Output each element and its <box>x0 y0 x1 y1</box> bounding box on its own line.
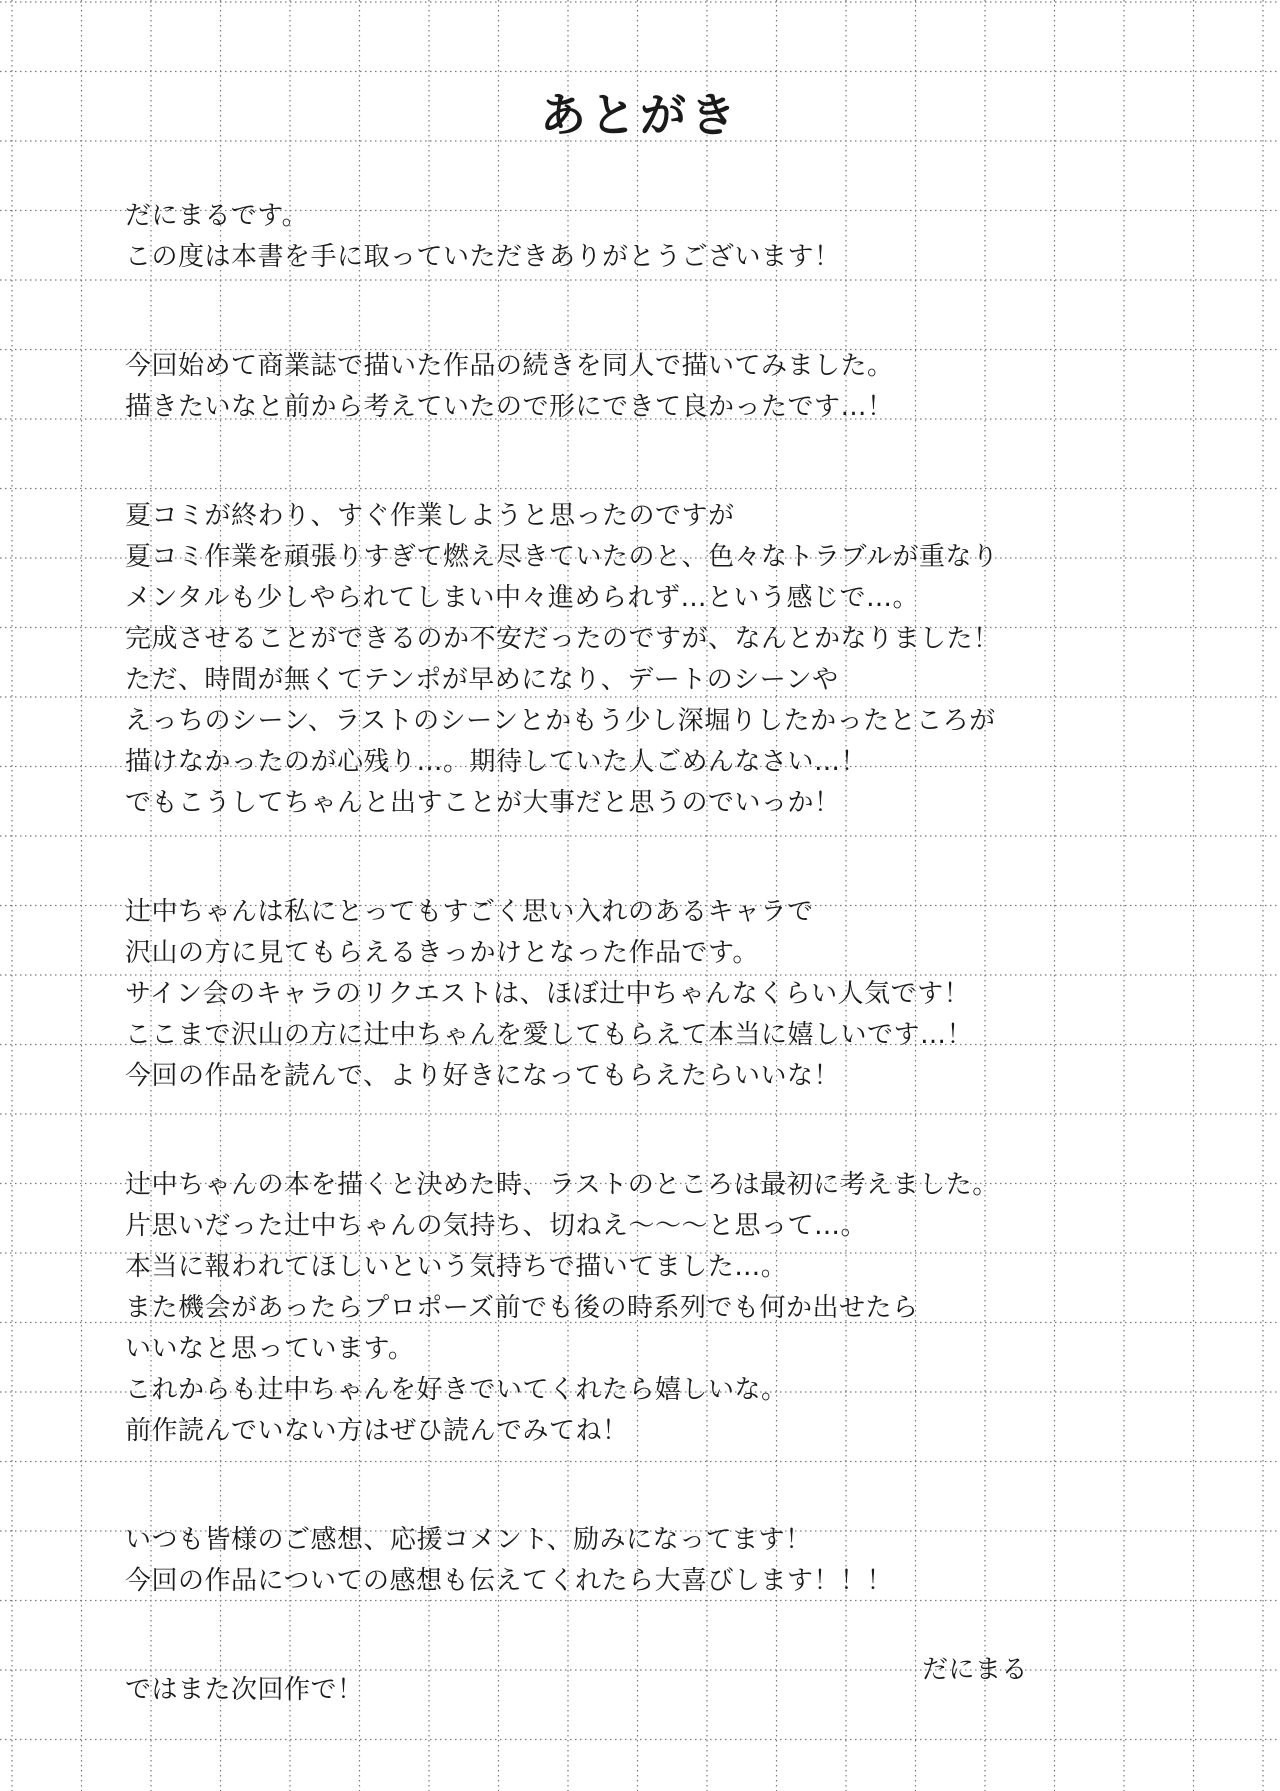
text-line: 夏コミ作業を頑張りすぎて燃え尽きていたのと、色々なトラブルが重なり <box>125 542 999 572</box>
text-line: でもこうしてちゃんと出すことが大事だと思うのでいっか！ <box>125 788 841 818</box>
text-line: 描きたいなと前から考えていたので形にできて良かったです…！ <box>125 392 894 422</box>
text-line: だにまるです。 <box>125 201 309 231</box>
text-line: 辻中ちゃんの本を描くと決めた時、ラストのところは最初に考えました。 <box>125 1170 999 1200</box>
text-line: 描けなかったのが心残り…。期待していた人ごめんなさい…！ <box>125 747 868 777</box>
text-line: 今回始めて商業誌で描いた作品の続きを同人で描いてみました。 <box>125 351 894 381</box>
text-line: ただ、時間が無くてテンポが早めになり、デートのシーンや <box>125 665 839 695</box>
text-line: ここまで沢山の方に辻中ちゃんを愛してもらえて本当に嬉しいです…！ <box>125 1020 974 1050</box>
text-line: いいなと思っています。 <box>125 1334 415 1364</box>
text-line: 今回の作品についての感想も伝えてくれたら大喜びします！！！ <box>125 1566 893 1596</box>
page-title: あとがき <box>540 88 740 142</box>
text-line: これからも辻中ちゃんを好きでいてくれたら嬉しいな。 <box>125 1375 788 1405</box>
paragraph <box>125 1520 1125 1602</box>
text-line: また機会があったらプロポーズ前でも後の時系列でも何か出せたら <box>125 1293 919 1323</box>
text-line: 辻中ちゃんは私にとってもすごく思い入れのあるキャラで <box>125 897 814 927</box>
text-line: 本当に報われてほしいという気持ちで描いてました…。 <box>125 1252 788 1282</box>
paragraph <box>125 892 1125 1097</box>
text-line: この度は本書を手に取っていただきありがとうございます！ <box>125 242 841 272</box>
afterword-body <box>125 196 1125 1779</box>
paragraph <box>125 196 1125 278</box>
text-line: ではまた次回作で！ <box>125 1675 364 1705</box>
paragraph <box>125 496 1125 824</box>
text-line: えっちのシーン、ラストのシーンとかもう少し深堀りしたかったところが <box>125 706 996 736</box>
text-line: 沢山の方に見てもらえるきっかけとなった作品です。 <box>125 938 759 968</box>
text-line: 片思いだった辻中ちゃんの気持ち、切ねえ～～～と思って…。 <box>125 1211 868 1241</box>
text-line: 完成させることができるのか不安だったのですが、なんとかなりました！ <box>125 624 1000 654</box>
text-line: サイン会のキャラのリクエストは、ほぼ辻中ちゃんなくらい人気です！ <box>125 979 971 1009</box>
text-line: 今回の作品を読んで、より好きになってもらえたらいいな！ <box>125 1061 840 1091</box>
paragraph <box>125 1165 1125 1452</box>
text-line: メンタルも少しやられてしまい中々進められず…という感じで…。 <box>125 583 919 613</box>
paragraph <box>125 346 1125 428</box>
text-line: 夏コミが終わり、すぐ作業しようと思ったのですが <box>125 501 735 531</box>
text-line: いつも皆様のご感想、応援コメント、励みになってます！ <box>125 1525 812 1555</box>
text-line: 前作読んでいない方はぜひ読んでみてね！ <box>125 1416 629 1446</box>
author-signature: だにまる <box>922 1655 1029 1685</box>
